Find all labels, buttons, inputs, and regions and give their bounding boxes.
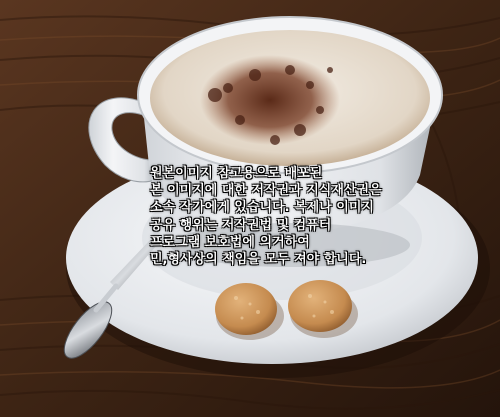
notice-line: 공유 행위는 저작권법 및 컴퓨터 (150, 217, 332, 233)
cookie-right (288, 280, 352, 332)
notice-line: 원본이미지 참고용으로 배포된 (150, 166, 323, 181)
cocoa-dusting (200, 55, 340, 145)
copyright-notice (150, 165, 450, 268)
cookie-left (215, 283, 277, 335)
notice-line: 민,형사상의 책임을 모두 져야 합니다. (150, 252, 367, 268)
notice-line: 소속 작가에게 있습니다. 복제나 이미지 (150, 200, 374, 216)
notice-line: 프로그램 보호법에 의거하여 (150, 234, 310, 250)
notice-line: 본 이미지에 대한 저작권과 지식재산권은 (150, 183, 382, 199)
